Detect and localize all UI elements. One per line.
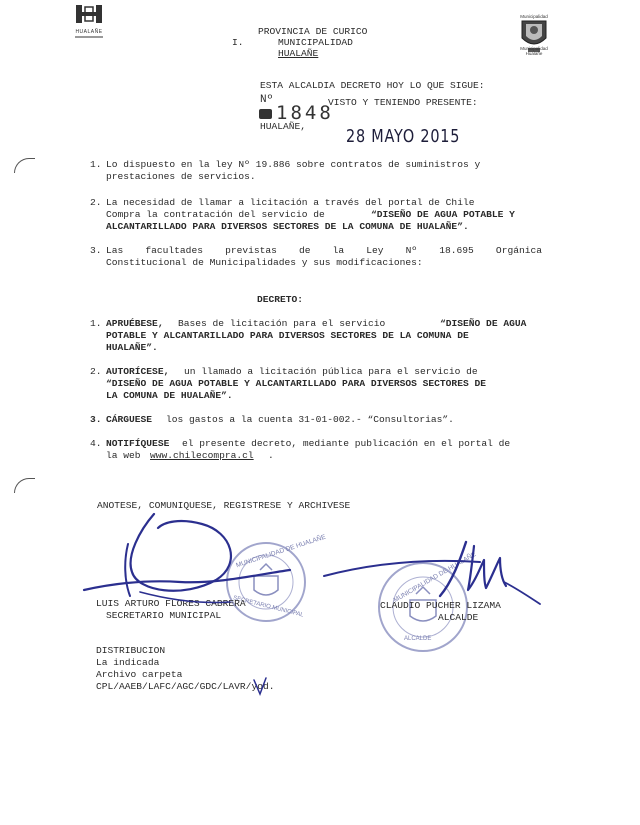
mayor-stamp-text: MUNICIPALIDAD DE HUALAÑE — [392, 551, 478, 604]
decree-place: HUALAÑE, — [260, 121, 307, 132]
decreto-number: 1. — [90, 318, 102, 329]
considerando-number: 3. — [90, 245, 102, 256]
decreto-line: un llamado a licitación pública para el servicio de — [184, 366, 478, 377]
service-name-bold: LA COMUNA DE HUALAÑE”. — [106, 390, 233, 401]
decreto-line-end: . — [268, 450, 274, 461]
service-name-bold: “DISEÑO DE AGUA — [440, 318, 527, 329]
considerando-number: 2. — [90, 197, 102, 208]
distribution-item: CPL/AAEB/LAFC/AGC/GDC/LAVR/yod. — [96, 681, 275, 692]
visto-heading: VISTO Y TENIENDO PRESENTE: — [328, 97, 478, 108]
seal-caption: Municipalidad Hualañe — [520, 46, 548, 56]
decreto-line: los gastos a la cuenta 31-01-002.- “Consultorias”. — [166, 414, 454, 425]
punch-hole-mark — [14, 478, 35, 493]
closing-formula: ANOTESE, COMUNIQUESE, REGISTRESE Y ARCHIVESE — [97, 500, 351, 511]
considerando-number: 1. — [90, 159, 102, 170]
stamp-ink-blot — [259, 109, 272, 119]
date-stamp: 28 MAYO 2015 — [346, 126, 461, 147]
chilecompra-link[interactable]: www.chilecompra.cl — [150, 450, 254, 461]
decree-number-label: Nº — [260, 94, 274, 106]
secretary-name: LUIS ARTURO FLORES CABRERA — [96, 598, 246, 609]
decreto-keyword: APRUÉBESE, — [106, 318, 164, 329]
secretary-stamp-bottom: SECRETARIO MUNICIPAL — [232, 595, 305, 619]
hualane-logo — [74, 4, 104, 38]
province-heading: PROVINCIA DE CURICO — [258, 26, 368, 37]
logo-text: HUALAÑE — [75, 29, 103, 35]
decree-intro: ESTA ALCALDIA DECRETO HOY LO QUE SIGUE: — [260, 80, 485, 91]
mayor-signature — [320, 530, 550, 620]
decree-number: 1848 — [276, 102, 334, 124]
service-name-bold: ALCANTARILLADO PARA DIVERSOS SECTORES DE LA COMUNA DE HUALAÑE”. — [106, 221, 469, 232]
service-name-bold: “DISEÑO DE AGUA POTABLE Y ALCANTARILLADO PARA DIVERSOS SECTORES DE — [106, 378, 486, 389]
decreto-title: DECRETO: — [257, 294, 304, 305]
decreto-keyword: AUTORÍCESE, — [106, 366, 170, 377]
logo-tagline — [75, 36, 103, 38]
decreto-number: 2. — [90, 366, 102, 377]
distribution-item: La indicada — [96, 657, 160, 668]
punch-hole-mark — [14, 158, 35, 173]
distribution-item: Archivo carpeta — [96, 669, 183, 680]
commune-heading: HUALAÑE — [278, 48, 319, 59]
decreto-keyword: CÁRGUESE — [106, 414, 153, 425]
service-name-bold: “DISEÑO DE AGUA POTABLE Y — [371, 209, 515, 220]
decreto-line: la web — [106, 450, 141, 461]
secretary-stamp-text: MUNICIPALIDAD DE HUALAÑE — [235, 533, 327, 570]
service-name-bold: HUALAÑE”. — [106, 342, 158, 353]
svg-text:Municipalidad: Municipalidad — [520, 14, 548, 19]
decreto-keyword: NOTIFÍQUESE — [106, 438, 170, 449]
municipality-heading: MUNICIPALIDAD — [278, 37, 353, 48]
mayor-title: ALCALDE — [438, 612, 479, 623]
initials-mark — [250, 676, 270, 698]
mayor-stamp-bottom: ALCALDE — [404, 636, 432, 642]
secretary-title: SECRETARIO MUNICIPAL — [106, 610, 222, 621]
considerando-line: Compra la contratación del servicio de — [106, 209, 325, 220]
considerando-line: prestaciones de servicios. — [106, 171, 256, 182]
considerando-line: La necesidad de llamar a licitación a través del portal de Chile — [106, 197, 475, 208]
mayor-name: CLAUDIO PUCHER LIZAMA — [380, 600, 501, 611]
header-numeral: I. — [232, 37, 244, 48]
decreto-line: el presente decreto, mediante publicación en el portal de — [182, 438, 511, 449]
decreto-number: 4. — [90, 438, 102, 449]
secretary-signature — [80, 500, 320, 610]
considerando-line: Constitucional de Municipalidades y sus modificaciones: — [106, 257, 423, 268]
decreto-line: Bases de licitación para el servicio — [178, 318, 386, 329]
considerando-line: Las facultades previstas de la Ley Nº 18.695 Orgánica — [106, 245, 542, 256]
logo-h-icon — [74, 4, 104, 24]
distribution-title: DISTRIBUCION — [96, 645, 166, 656]
considerando-line: Lo dispuesto en la ley Nº 19.886 sobre contratos de suministros y — [106, 159, 481, 170]
decreto-number: 3. — [90, 414, 102, 425]
service-name-bold: POTABLE Y ALCANTARILLADO PARA DIVERSOS SECTORES DE LA COMUNA DE — [106, 330, 469, 341]
